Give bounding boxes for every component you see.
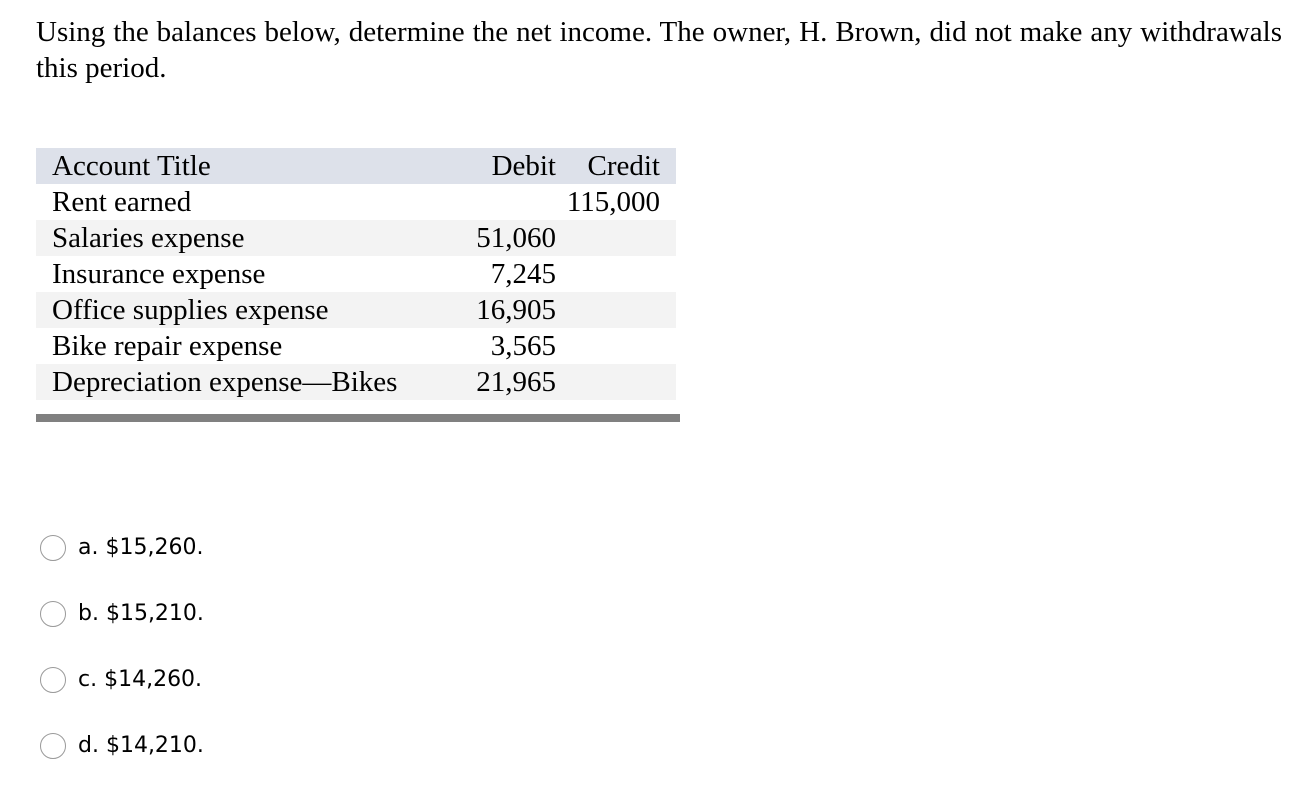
answer-option-c[interactable]	[40, 664, 204, 696]
account-title-cell: Rent earned	[52, 186, 192, 218]
table-row	[36, 220, 676, 256]
answer-option-label[interactable]: a. $15,260.	[78, 535, 204, 560]
credit-cell	[556, 292, 676, 328]
debit-cell: 51,060	[476, 222, 556, 254]
credit-cell	[556, 220, 676, 256]
account-title-cell: Office supplies expense	[52, 294, 329, 326]
credit-cell: 115,000	[566, 186, 660, 218]
credit-cell	[556, 328, 676, 364]
answer-option-label[interactable]: d. $14,210.	[78, 733, 204, 758]
debit-cell: 21,965	[476, 366, 556, 398]
table-row	[36, 292, 676, 328]
radio-button-b[interactable]	[40, 601, 66, 627]
account-balances-table	[36, 148, 676, 400]
table-row	[36, 256, 676, 292]
header-debit: Debit	[491, 150, 556, 182]
header-credit: Credit	[587, 150, 660, 182]
debit-cell: 7,245	[490, 258, 556, 290]
account-title-cell: Salaries expense	[52, 222, 245, 254]
answer-option-label[interactable]: c. $14,260.	[78, 667, 203, 692]
account-title-cell: Depreciation expense—Bikes	[52, 366, 398, 398]
answer-option-a[interactable]	[40, 532, 204, 564]
table-row	[36, 184, 676, 220]
question-text: Using the balances below, determine the net income. The owner, H. Brown, did not make any withdrawals this period.	[36, 16, 1282, 84]
radio-button-a[interactable]	[40, 535, 66, 561]
debit-cell	[450, 184, 556, 220]
answer-options	[40, 532, 204, 796]
table-row	[36, 364, 676, 400]
debit-cell: 3,565	[490, 330, 556, 362]
table-header-row	[36, 148, 676, 184]
account-title-cell: Bike repair expense	[52, 330, 283, 362]
radio-button-c[interactable]	[40, 667, 66, 693]
header-account-title: Account Title	[52, 150, 211, 182]
credit-cell	[556, 364, 676, 400]
table-row	[36, 328, 676, 364]
table-bottom-rule	[36, 414, 680, 422]
account-title-cell: Insurance expense	[52, 258, 266, 290]
radio-button-d[interactable]	[40, 733, 66, 759]
credit-cell	[556, 256, 676, 292]
answer-option-label[interactable]: b. $15,210.	[78, 601, 204, 626]
answer-option-d[interactable]	[40, 730, 204, 762]
answer-option-b[interactable]	[40, 598, 204, 630]
debit-cell: 16,905	[476, 294, 556, 326]
